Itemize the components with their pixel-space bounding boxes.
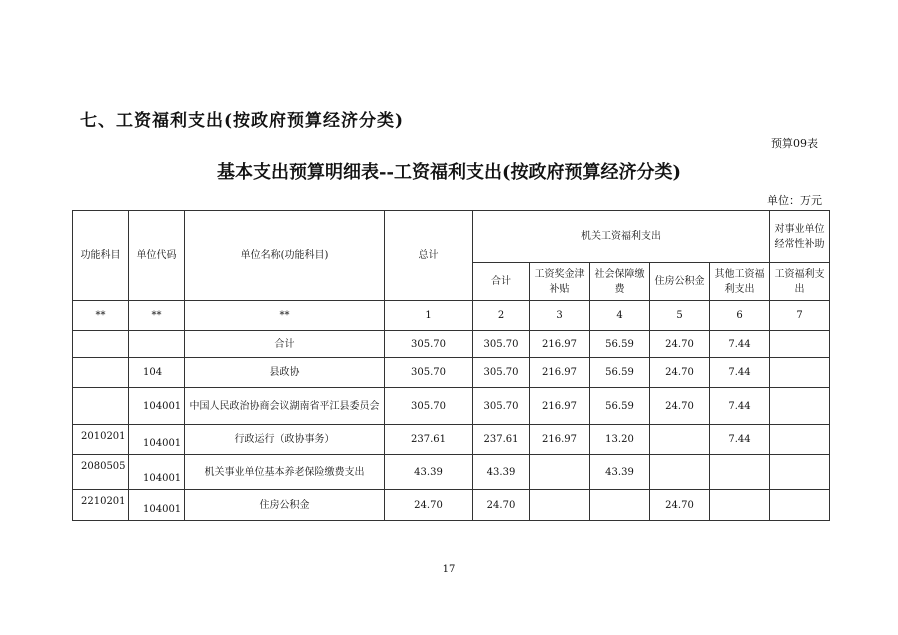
index-cell: 1	[385, 301, 473, 331]
budget-table	[72, 210, 830, 521]
table-row	[73, 331, 830, 358]
func-code-cell	[73, 388, 129, 425]
index-cell: **	[73, 301, 129, 331]
index-cell: **	[129, 301, 185, 331]
salary-bonus-cell: 216.97	[530, 425, 590, 455]
support-salary-cell	[770, 358, 830, 388]
header-sub-total: 合计	[473, 263, 530, 301]
func-code-cell: 2080505	[73, 455, 129, 490]
index-cell: 5	[650, 301, 710, 331]
func-code-cell	[73, 358, 129, 388]
social-security-cell	[590, 490, 650, 521]
table-row	[73, 490, 830, 521]
unit-code-cell: 104001	[129, 455, 185, 490]
index-cell: 4	[590, 301, 650, 331]
unit-name-cell: 中国人民政治协商会议湖南省平江县委员会	[185, 388, 385, 425]
total-cell: 24.70	[385, 490, 473, 521]
table-row	[73, 425, 830, 455]
header-func-subject: 功能科目	[73, 211, 129, 301]
func-code-cell: 2210201	[73, 490, 129, 521]
index-cell: **	[185, 301, 385, 331]
header-total: 总计	[385, 211, 473, 301]
housing-fund-cell: 24.70	[650, 388, 710, 425]
other-salary-cell: 7.44	[710, 425, 770, 455]
unit-name-cell: 住房公积金	[185, 490, 385, 521]
section-title: 七、工资福利支出(按政府预算经济分类)	[80, 111, 405, 131]
unit-name-cell: 机关事业单位基本养老保险缴费支出	[185, 455, 385, 490]
subtotal-cell: 237.61	[473, 425, 530, 455]
support-salary-cell	[770, 425, 830, 455]
unit-label: 单位：万元	[767, 194, 822, 207]
subtotal-cell: 24.70	[473, 490, 530, 521]
header-other-salary: 其他工资福利支出	[710, 263, 770, 301]
subtotal-cell: 43.39	[473, 455, 530, 490]
housing-fund-cell: 24.70	[650, 490, 710, 521]
unit-code-cell: 104001	[129, 425, 185, 455]
table-row	[73, 455, 830, 490]
unit-code-cell: 104001	[129, 490, 185, 521]
salary-bonus-cell: 216.97	[530, 358, 590, 388]
social-security-cell: 56.59	[590, 358, 650, 388]
other-salary-cell: 7.44	[710, 331, 770, 358]
header-support-salary: 工资福利支出	[770, 263, 830, 301]
main-title: 基本支出预算明细表--工资福利支出(按政府预算经济分类)	[217, 162, 681, 183]
index-cell: 2	[473, 301, 530, 331]
total-cell: 43.39	[385, 455, 473, 490]
other-salary-cell: 7.44	[710, 358, 770, 388]
header-social-security: 社会保障缴费	[590, 263, 650, 301]
housing-fund-cell	[650, 455, 710, 490]
index-cell: 3	[530, 301, 590, 331]
total-cell: 305.70	[385, 331, 473, 358]
support-salary-cell	[770, 490, 830, 521]
unit-name-cell: 合计	[185, 331, 385, 358]
social-security-cell: 56.59	[590, 388, 650, 425]
unit-code-cell: 104001	[129, 388, 185, 425]
unit-name-cell: 行政运行（政协事务）	[185, 425, 385, 455]
salary-bonus-cell	[530, 490, 590, 521]
unit-code-cell: 104	[129, 358, 185, 388]
housing-fund-cell	[650, 425, 710, 455]
unit-name-cell: 县政协	[185, 358, 385, 388]
header-housing-fund: 住房公积金	[650, 263, 710, 301]
total-cell: 305.70	[385, 388, 473, 425]
social-security-cell: 13.20	[590, 425, 650, 455]
support-salary-cell	[770, 455, 830, 490]
index-cell: 6	[710, 301, 770, 331]
header-unit-code: 单位代码	[129, 211, 185, 301]
table-row	[73, 358, 830, 388]
index-row	[73, 301, 830, 331]
header-salary-bonus: 工资奖金津补贴	[530, 263, 590, 301]
page-number: 17	[442, 564, 456, 575]
func-code-cell	[73, 331, 129, 358]
table-row	[73, 388, 830, 425]
header-support-group: 对事业单位经常性补助	[770, 211, 830, 263]
subtotal-cell: 305.70	[473, 331, 530, 358]
total-cell: 305.70	[385, 358, 473, 388]
header-unit-name: 单位名称(功能科目)	[185, 211, 385, 301]
support-salary-cell	[770, 388, 830, 425]
other-salary-cell	[710, 455, 770, 490]
func-code-cell: 2010201	[73, 425, 129, 455]
header-org-salary-group: 机关工资福利支出	[473, 211, 770, 263]
subtotal-cell: 305.70	[473, 388, 530, 425]
table-number: 预算09表	[771, 137, 818, 150]
housing-fund-cell: 24.70	[650, 358, 710, 388]
other-salary-cell: 7.44	[710, 388, 770, 425]
other-salary-cell	[710, 490, 770, 521]
total-cell: 237.61	[385, 425, 473, 455]
unit-code-cell	[129, 331, 185, 358]
social-security-cell: 43.39	[590, 455, 650, 490]
housing-fund-cell: 24.70	[650, 331, 710, 358]
index-cell: 7	[770, 301, 830, 331]
subtotal-cell: 305.70	[473, 358, 530, 388]
salary-bonus-cell: 216.97	[530, 331, 590, 358]
support-salary-cell	[770, 331, 830, 358]
header-row-1	[73, 211, 830, 263]
salary-bonus-cell	[530, 455, 590, 490]
salary-bonus-cell: 216.97	[530, 388, 590, 425]
social-security-cell: 56.59	[590, 331, 650, 358]
